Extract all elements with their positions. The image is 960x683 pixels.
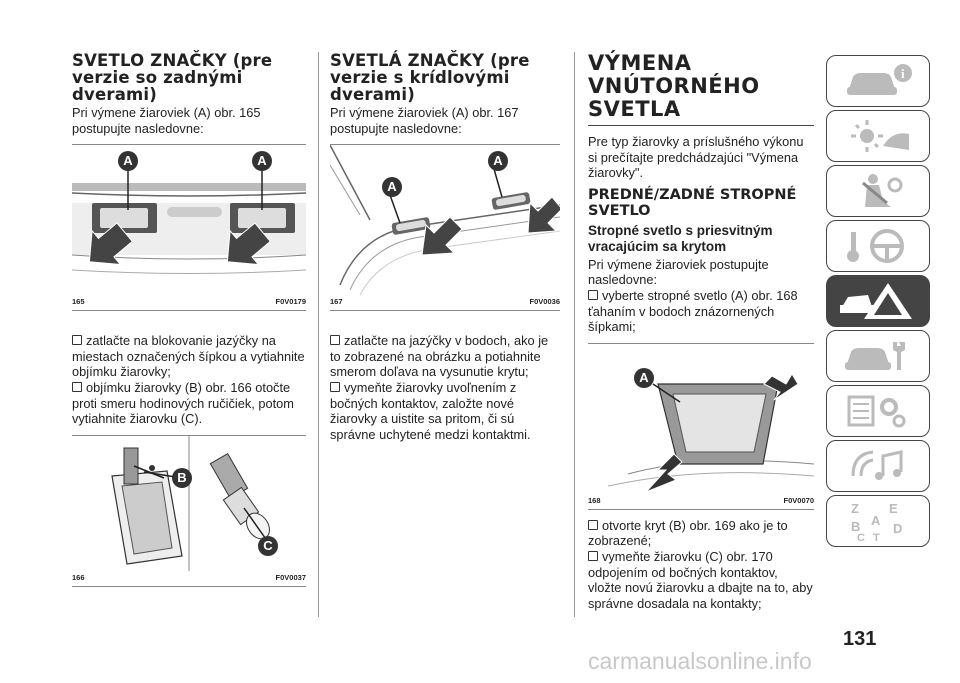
figure-number: 165: [72, 297, 85, 307]
chapter-tabs: [826, 55, 930, 550]
list-item-text: vymeňte žiarovky uvoľnením z bočných kontaktov, založte nové žiarovky a uistite sa pritom, či sú správne uchytené medzi kontaktmi.: [330, 379, 531, 442]
callout-a-right: A: [252, 151, 272, 171]
figure-165: [72, 144, 306, 311]
section-title-license-light-wing-doors: SVETLÁ ZNAČKY (pre verzie s krídlovými dverami): [330, 51, 530, 104]
intro-text-2: Pri výmene žiaroviek postupujte nasledovne:: [588, 256, 769, 288]
dashboard-lights-icon: [843, 116, 913, 156]
figure-code: F0V0036: [529, 297, 560, 307]
list-item: [72, 333, 306, 380]
index-letters-icon: [843, 499, 913, 543]
list-item-text: objímku žiarovky (B) obr. 166 otočte proti smeru hodinových ručičiek, potom vytiahnite žiarovku (C).: [72, 379, 294, 427]
warning-triangle-car-icon: [838, 279, 918, 323]
checkbox-bullet-icon: [72, 382, 82, 392]
index-letter: E: [889, 501, 898, 516]
tab-audio[interactable]: [826, 440, 930, 492]
tab-car-wrench[interactable]: [826, 330, 930, 382]
column-3: [588, 52, 814, 611]
tab-index[interactable]: [826, 495, 930, 547]
figure-166: [72, 435, 306, 587]
callout-a-left: A: [382, 177, 402, 197]
callout-a-right: A: [488, 151, 508, 171]
figure-168: [588, 343, 814, 510]
list-item: [330, 333, 560, 380]
steering-key-icon: [843, 226, 913, 266]
bullet-list: [72, 333, 306, 427]
column-divider: [318, 52, 319, 617]
tab-dashboard-lights[interactable]: [826, 110, 930, 162]
car-wrench-icon: [843, 336, 913, 376]
subsection-title-ceiling-light: PREDNÉ/ZADNÉ STROPNÉ SVETLO: [588, 186, 797, 219]
checkbox-bullet-icon: [330, 382, 340, 392]
checkbox-bullet-icon: [330, 335, 340, 345]
tab-settings[interactable]: [826, 385, 930, 437]
list-item-text: zatlačte na jazýčky v bodoch, ako je to zobrazené na obrázku a potiahnite smerom doľava na vysunutie krytu;: [330, 333, 549, 380]
audio-music-icon: [843, 446, 913, 486]
column-divider: [574, 52, 575, 617]
figure-caption-165: [72, 295, 306, 311]
car-info-icon: [843, 61, 913, 101]
figure-code: F0V0037: [275, 572, 306, 582]
bullet-list: [588, 518, 814, 612]
license-light-illustration: [72, 145, 306, 295]
page-number: 131: [843, 628, 877, 650]
figure-code: F0V0179: [275, 297, 306, 307]
checkbox-bullet-icon: [72, 335, 82, 345]
wing-door-light-illustration: [330, 145, 560, 295]
index-letter: Z: [851, 501, 859, 516]
ceiling-light-illustration: [588, 344, 814, 494]
figure-number: 168: [588, 495, 601, 505]
column-2: [330, 52, 560, 442]
callout-a-left: A: [118, 151, 138, 171]
index-letter: B: [851, 519, 861, 534]
list-item-text: vyberte stropné svetlo (A) obr. 168 ťahaním v bodoch znázornených šípkami;: [588, 287, 798, 335]
tab-steering-key[interactable]: [826, 220, 930, 272]
figure-number: 166: [72, 572, 85, 582]
tab-seat-airbag[interactable]: [826, 165, 930, 217]
list-item: [588, 518, 814, 549]
section-title-license-light-rear-doors: SVETLO ZNAČKY (pre verzie so zadnými dverami): [72, 51, 273, 104]
index-letter: D: [893, 521, 903, 536]
figure-caption-167: [330, 295, 560, 311]
callout-a: A: [634, 368, 654, 388]
seat-airbag-icon: [843, 171, 913, 211]
column-1: [72, 52, 306, 587]
title-rule: [588, 125, 814, 126]
checkbox-bullet-icon: [588, 290, 598, 300]
list-item-text: zatlačte na blokovanie jazýčky na miestach označených šípkou a vytiahnite objímku žiarovky;: [72, 333, 305, 380]
callout-b: B: [172, 468, 192, 488]
figure-code: F0V0070: [783, 495, 814, 505]
index-letter: T: [873, 532, 880, 543]
settings-gears-icon: [843, 391, 913, 431]
intro-text: Pri výmene žiaroviek (A) obr. 167 postupujte nasledovne:: [330, 105, 519, 136]
callout-c: C: [258, 536, 278, 556]
list-item: [330, 380, 560, 442]
list-item: [72, 380, 306, 427]
figure-number: 167: [330, 297, 343, 307]
intro-text: Pri výmene žiaroviek (A) obr. 165 postupujte nasledovne:: [72, 105, 261, 136]
figure-caption-166: [72, 571, 306, 587]
svg-text:i: i: [901, 66, 905, 81]
list-item: [588, 549, 814, 611]
section-title-interior-light: VÝMENA VNÚTORNÉHO SVETLA: [588, 51, 760, 121]
tab-warning-triangle[interactable]: [826, 275, 930, 327]
index-letter: A: [871, 513, 881, 528]
checkbox-bullet-icon: [588, 520, 598, 530]
intro-text: Pre typ žiarovky a príslušného výkonu si prečítajte predchádzajúci "Výmena žiarovky".: [588, 134, 804, 181]
figure-caption-168: [588, 494, 814, 510]
list-item-text: vymeňte žiarovku (C) obr. 170 odpojením od bočných kontaktov, vložte novú žiarovku a dbajte na to, aby správne dosadala na kontakty;: [588, 548, 813, 611]
figure-167: [330, 144, 560, 311]
list-item: [588, 288, 814, 335]
checkbox-bullet-icon: [588, 551, 598, 561]
bullet-list: [330, 333, 560, 442]
subsubsection-title: Stropné svetlo s priesvitným vracajúcim sa krytom: [588, 222, 773, 254]
list-item-text: otvorte kryt (B) obr. 169 ako je to zobrazené;: [588, 517, 788, 549]
tab-car-info[interactable]: [826, 55, 930, 107]
watermark: carmanualsonline.info: [588, 648, 812, 674]
index-letter: C: [857, 532, 865, 543]
